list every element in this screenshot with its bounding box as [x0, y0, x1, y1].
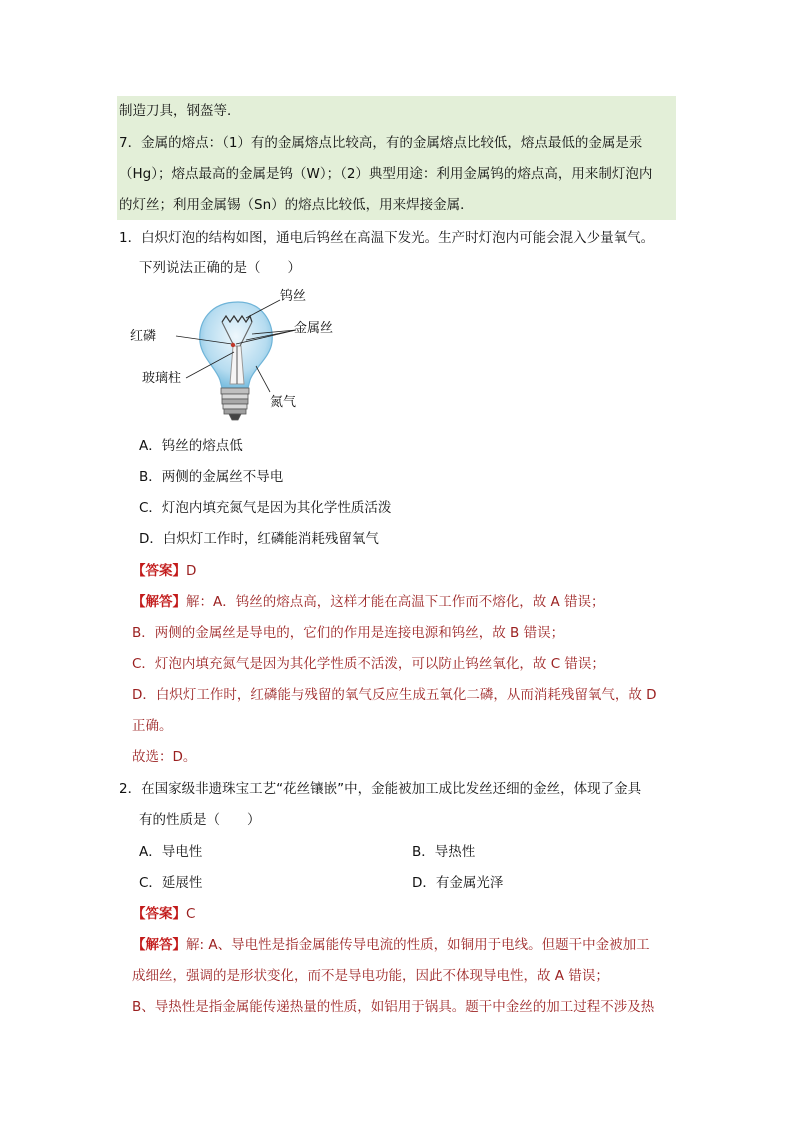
- q1-solution-line-6: 故选：D。: [132, 749, 197, 765]
- answer-value: D: [186, 563, 197, 579]
- answer-value: C: [186, 906, 196, 922]
- q1-stem-line-1: 1．白炽灯泡的结构如图，通电后钨丝在高温下发光。生产时灯泡内可能会混入少量氧气。: [119, 230, 655, 246]
- note-line-1: 制造刀具，钢盔等．: [119, 103, 241, 119]
- q2-option-a: A．导电性: [139, 844, 203, 860]
- q2-option-c: C．延展性: [139, 875, 203, 891]
- q2-stem-line-1: 2．在国家级非遗珠宝工艺“花丝镶嵌”中，金能被加工成比发丝还细的金丝，体现了金具: [119, 781, 642, 797]
- note-line-3: （Hg）；熔点最高的金属是钨（W）；（2）典型用途：利用金属钨的熔点高，用来制灯泡内: [119, 166, 653, 182]
- light-bulb-diagram: [130, 284, 334, 424]
- solution-label: 【解答】: [132, 937, 186, 953]
- solution-label: 【解答】: [132, 594, 186, 610]
- q1-solution-line-4: D．白炽灯工作时，红磷能与残留的氧气反应生成五氧化二磷，从而消耗残留氧气，故 D: [132, 687, 657, 703]
- label-tungsten: 钨丝: [280, 289, 307, 304]
- label-metal-wire: 金属丝: [294, 321, 334, 336]
- q1-answer: [132, 561, 196, 581]
- note-line-4: 的灯丝；利用金属锡（Sn）的熔点比较低，用来焊接金属．: [119, 197, 474, 213]
- q1-solution-line-3: C．灯泡内填充氮气是因为其化学性质不活泼，可以防止钨丝氧化，故 C 错误；: [132, 656, 605, 672]
- q2-option-d: D．有金属光泽: [412, 875, 504, 891]
- q2-solution-line-1: [132, 935, 650, 955]
- q1-option-a: A．钨丝的熔点低: [139, 438, 243, 454]
- q1-option-b: B．两侧的金属丝不导电: [139, 469, 284, 485]
- q2-solution-line-3: B、导热性是指金属能传递热量的性质，如铝用于锅具。题干中金丝的加工过程不涉及热: [132, 999, 655, 1015]
- q1-solution-line-1: [132, 592, 605, 612]
- label-red-phosphorus: 红磷: [130, 329, 157, 344]
- answer-label: 【答案】: [132, 906, 186, 922]
- answer-label: 【答案】: [132, 563, 186, 579]
- q1-solution-line-5: 正确。: [132, 718, 173, 734]
- q2-answer: [132, 904, 195, 924]
- q2-option-b: B．导热性: [412, 844, 476, 860]
- q2-stem-line-2: 有的性质是（ ）: [139, 812, 261, 828]
- solution-text: 解：A．钨丝的熔点高，这样才能在高温下工作而不熔化，故 A 错误；: [186, 594, 605, 610]
- solution-text: 解: A、导电性是指金属能传导电流的性质，如铜用于电线。但题干中金被加工: [186, 937, 650, 953]
- bulb-base: [221, 388, 249, 420]
- note-line-2: 7．金属的熔点：（1）有的金属熔点比较高，有的金属熔点比较低，熔点最低的金属是汞: [119, 135, 643, 151]
- label-nitrogen: 氮气: [270, 395, 297, 410]
- q1-option-d: D．白炽灯工作时，红磷能消耗残留氧气: [139, 531, 379, 547]
- q1-solution-line-2: B．两侧的金属丝是导电的，它们的作用是连接电源和钨丝，故 B 错误；: [132, 625, 565, 641]
- q2-solution-line-2: 成细丝，强调的是形状变化，而不是导电功能，因此不体现导电性，故 A 错误；: [132, 968, 609, 984]
- q1-stem-line-2: 下列说法正确的是（ ）: [139, 260, 301, 276]
- q1-option-c: C．灯泡内填充氮气是因为其化学性质活泼: [139, 500, 392, 516]
- label-glass-pillar: 玻璃柱: [142, 371, 182, 386]
